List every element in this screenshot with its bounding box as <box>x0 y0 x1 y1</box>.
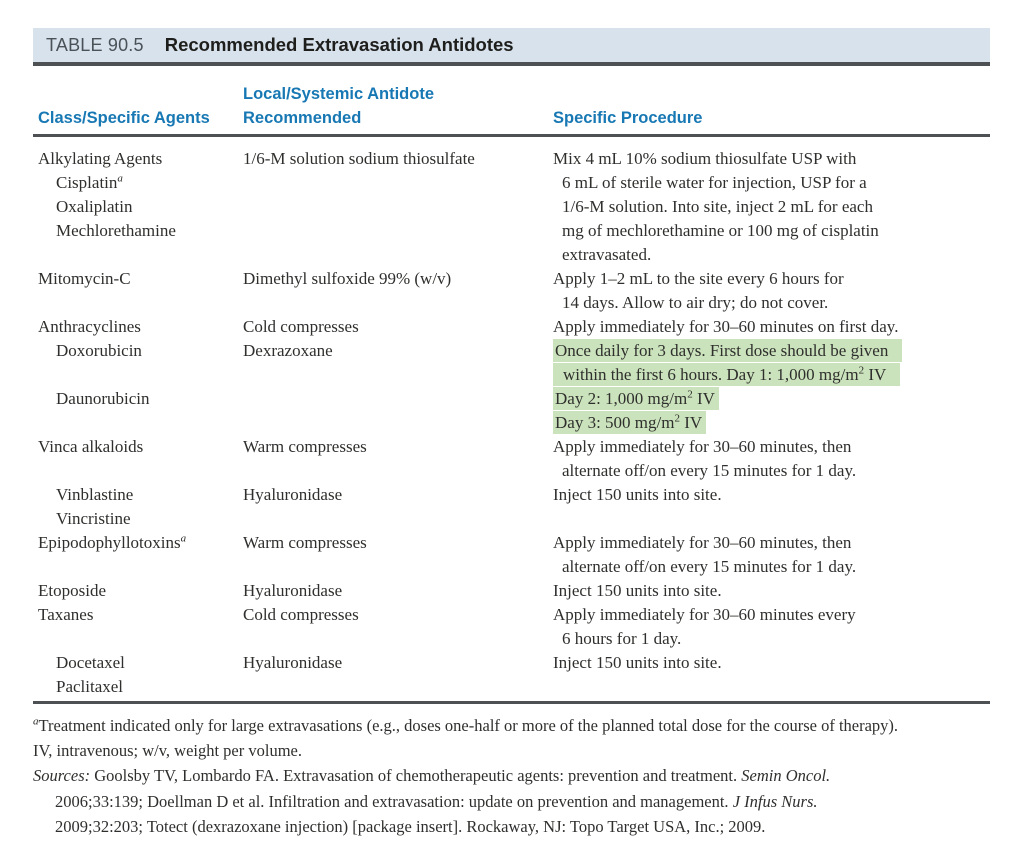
antidote-cell <box>243 627 553 651</box>
procedure-cell <box>553 651 990 675</box>
agent-cell <box>38 459 243 483</box>
antidote-cell: Dimethyl sulfoxide 99% (w/v) <box>243 269 452 288</box>
column-header-antidote <box>243 82 553 130</box>
antidote-cell <box>243 291 553 315</box>
antidote-cell: Warm compresses <box>243 437 367 456</box>
procedure-text: 6 hours for 1 day. <box>562 629 682 648</box>
procedure-text: Inject 150 units into site. <box>553 653 722 672</box>
procedure-text: Inject 150 units into site. <box>553 485 722 504</box>
procedure-cell <box>553 219 990 243</box>
procedure-cell <box>553 315 990 339</box>
procedure-cell <box>553 195 990 219</box>
footnote-line: IV, intravenous; w/v, weight per volume. <box>33 741 302 761</box>
antidote-cell <box>243 411 553 435</box>
agent-cell: Paclitaxel <box>56 677 124 696</box>
procedure-cell <box>553 507 990 531</box>
antidote-cell <box>243 675 553 699</box>
antidote-cell <box>243 243 553 267</box>
procedure-text-highlighted: within the first 6 hours. Day 1: 1,000 $mg/m^2$ IV <box>553 363 900 386</box>
agent-cell: Vinblastine <box>56 485 134 504</box>
agent-cell: Mitomycin-C <box>38 269 131 288</box>
antidote-cell <box>243 195 553 219</box>
antidote-cell <box>243 219 553 243</box>
procedure-text: alternate off/on every 15 minutes for 1 day. <box>562 461 857 480</box>
agent-cell: Cisplatin$^a$ <box>56 172 123 192</box>
agent-cell: Taxanes <box>38 605 94 624</box>
footnote-line: Sources: Goolsby TV, Lombardo FA. Extravasation of chemotherapeutic agents: prevention and treatment. Semin Oncol. <box>33 766 831 786</box>
column-header-antidote-line1: Local/Systemic Antidote <box>243 85 435 103</box>
agent-cell <box>38 243 243 267</box>
procedure-cell <box>553 675 990 699</box>
procedure-text: extravasated. <box>562 245 652 264</box>
divider-header <box>33 134 990 137</box>
table-body <box>33 147 990 699</box>
procedure-cell <box>553 483 990 507</box>
procedure-text: Inject 150 units into site. <box>553 581 722 600</box>
agent-cell <box>38 291 243 315</box>
procedure-text: Apply immediately for 30–60 minutes, then <box>553 533 852 552</box>
procedure-cell <box>553 291 990 315</box>
column-header-procedure: Specific Procedure <box>553 109 703 127</box>
divider-top <box>33 62 990 66</box>
procedure-text: mg of mechlorethamine or 100 mg of cisplatin <box>562 221 879 240</box>
procedure-text: Apply immediately for 30–60 minutes every <box>553 605 856 624</box>
procedure-text-highlighted: Once daily for 3 days. First dose should be given <box>553 339 902 362</box>
antidote-cell <box>243 363 553 387</box>
procedure-text: Mix 4 mL 10% sodium thiosulfate USP with <box>553 149 857 168</box>
footnote-line: 2006;33:139; Doellman D et al. Infiltration and extravasation: update on prevention and management. J Infus Nurs. <box>55 791 818 811</box>
antidote-cell: Cold compresses <box>243 317 359 336</box>
agent-cell: Oxaliplatin <box>56 197 133 216</box>
procedure-cell <box>553 147 990 171</box>
antidote-cell: Hyaluronidase <box>243 581 343 600</box>
agent-cell <box>38 627 243 651</box>
column-header-class-agents: Class/Specific Agents <box>38 109 210 127</box>
table-title: Recommended Extravasation Antidotes <box>164 34 514 55</box>
agent-cell <box>38 555 243 579</box>
antidote-cell: Warm compresses <box>243 533 367 552</box>
table-title-bar <box>33 28 990 62</box>
procedure-cell <box>553 555 990 579</box>
procedure-cell <box>553 435 990 459</box>
column-header-antidote-line2: Recommended <box>243 109 362 127</box>
column-headers <box>33 82 990 130</box>
agent-cell: Vinca alkaloids <box>38 437 144 456</box>
agent-cell: Mechlorethamine <box>56 221 176 240</box>
procedure-text: 6 mL of sterile water for injection, USP for a <box>562 173 867 192</box>
procedure-cell <box>553 411 990 435</box>
agent-cell: Alkylating Agents <box>38 149 163 168</box>
antidote-cell <box>243 171 553 195</box>
agent-cell: Epipodophyllotoxins$^a$ <box>38 532 187 552</box>
procedure-cell <box>553 531 990 555</box>
procedure-text: 14 days. Allow to air dry; do not cover. <box>562 293 829 312</box>
antidote-cell: Dexrazoxane <box>243 341 333 360</box>
footnotes <box>33 713 990 839</box>
footnote-marker: a <box>180 532 187 545</box>
antidote-cell: Cold compresses <box>243 605 359 624</box>
procedure-cell <box>553 171 990 195</box>
procedure-text-highlighted: Day 3: 500 $mg/m^2$ IV <box>553 411 706 434</box>
agent-cell <box>38 363 243 387</box>
footnote-line: 2009;32:203; Totect (dexrazoxane injection) [package insert]. Rockaway, NJ: Topo Target USA, Inc.; 2009. <box>55 816 766 836</box>
agent-cell: Anthracyclines <box>38 317 141 336</box>
agent-cell: Docetaxel <box>56 653 125 672</box>
procedure-text: 1/6-M solution. Into site, inject 2 mL for each <box>562 197 873 216</box>
procedure-cell <box>553 363 990 387</box>
antidote-cell: Hyaluronidase <box>243 485 343 504</box>
antidote-cell: Hyaluronidase <box>243 653 343 672</box>
divider-bottom <box>33 701 990 704</box>
procedure-cell <box>553 579 990 603</box>
procedure-text-highlighted: Day 2: 1,000 $mg/m^2$ IV <box>553 387 719 410</box>
procedure-cell <box>553 603 990 627</box>
procedure-cell <box>553 459 990 483</box>
agent-cell: Vincristine <box>56 509 131 528</box>
procedure-cell <box>553 627 990 651</box>
procedure-cell <box>553 267 990 291</box>
agent-cell <box>38 411 243 435</box>
agent-cell: Etoposide <box>38 581 106 600</box>
procedure-cell <box>553 339 990 363</box>
antidote-cell: 1/6-M solution sodium thiosulfate <box>243 149 475 168</box>
agent-cell: Daunorubicin <box>56 389 150 408</box>
procedure-text: Apply 1–2 mL to the site every 6 hours for <box>553 269 844 288</box>
procedure-text: alternate off/on every 15 minutes for 1 day. <box>562 557 857 576</box>
procedure-text: Apply immediately for 30–60 minutes on first day. <box>553 317 899 336</box>
antidote-cell <box>243 555 553 579</box>
footnote-marker: a <box>117 172 123 185</box>
procedure-cell <box>553 387 990 411</box>
footnote-line: $^a$Treatment indicated only for large extravasations (e.g., doses one-half or more of the planned total dose for the course of therapy). <box>33 715 899 735</box>
table-number: TABLE 90.5 <box>46 34 144 55</box>
procedure-cell <box>553 243 990 267</box>
antidote-cell <box>243 507 553 531</box>
procedure-text: Apply immediately for 30–60 minutes, then <box>553 437 852 456</box>
antidote-cell <box>243 459 553 483</box>
agent-cell: Doxorubicin <box>56 341 142 360</box>
antidote-cell <box>243 387 553 411</box>
